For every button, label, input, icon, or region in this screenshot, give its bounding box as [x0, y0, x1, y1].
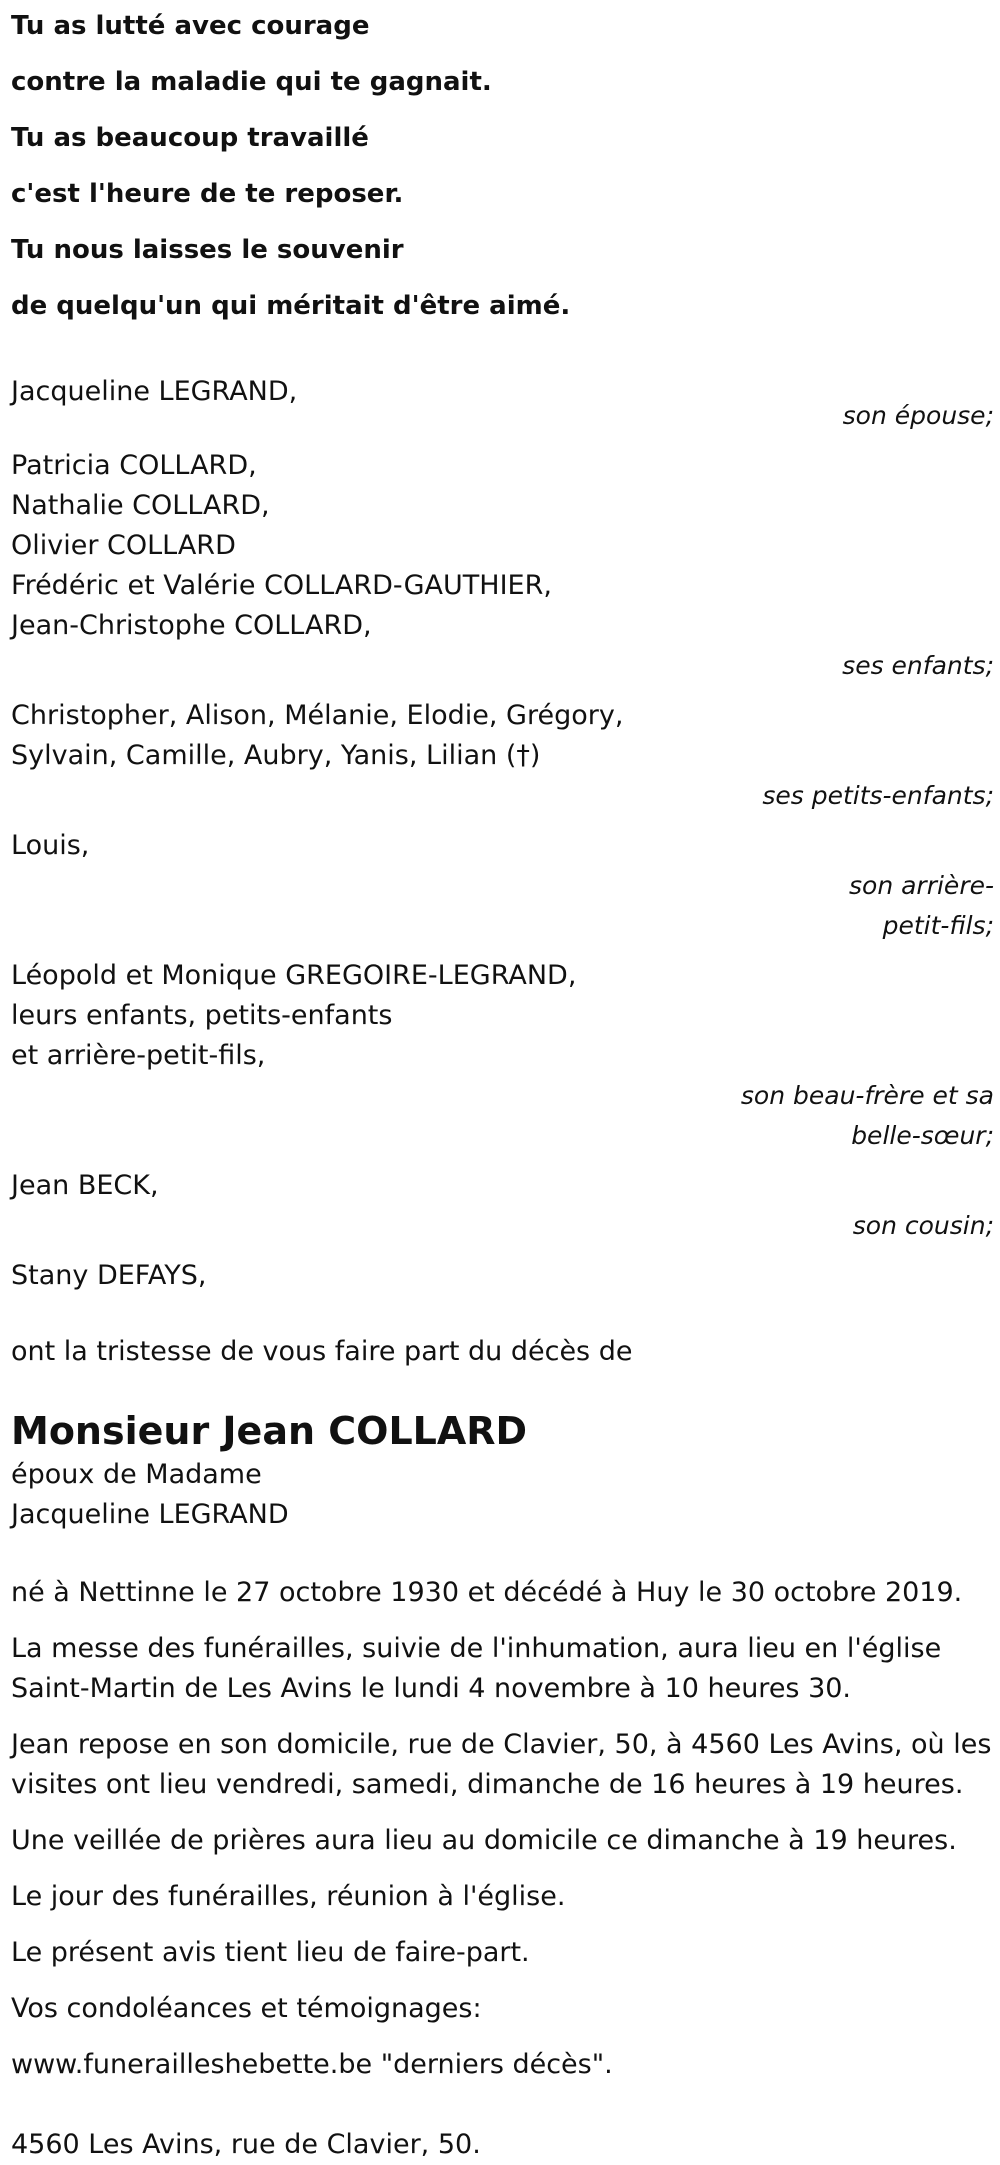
notice-text: Le présent avis tient lieu de faire-part.	[11, 1937, 530, 1968]
relation-label: son beau-frère et sa belle-sœur;	[740, 1081, 994, 1150]
family-name: Sylvain, Camille, Aubry, Yanis, Lilian (†)	[11, 740, 541, 771]
poem-line: Tu as beaucoup travaillé	[11, 123, 369, 153]
poem-line: de quelqu'un qui méritait d'être aimé.	[11, 291, 571, 321]
family-name: Christopher, Alison, Mélanie, Elodie, Grégory,	[11, 700, 624, 731]
family-name: Frédéric et Valérie COLLARD-GAUTHIER,	[11, 570, 552, 601]
poem-line: contre la maladie qui te gagnait.	[11, 67, 492, 97]
obituary-notice	[11, 0, 994, 2165]
website-text: www.funerailleshebette.be "derniers décès".	[11, 2049, 613, 2080]
relation-label: son cousin;	[852, 1211, 994, 1240]
family-name: Olivier COLLARD	[11, 530, 236, 561]
relation-label: ses enfants;	[842, 651, 994, 680]
condolences-label: Vos condoléances et témoignages:	[11, 1993, 482, 2024]
poem	[11, 0, 994, 334]
visitation-text: Jean repose en son domicile, rue de Clavier, 50, à 4560 Les Avins, où les visites ont lieu vendredi, samedi, dimanche de 16 heures à 19 heures.	[11, 1729, 992, 1800]
family-grandchildren	[11, 696, 994, 816]
poem-line: c'est l'heure de te reposer.	[11, 179, 404, 209]
poem-line: Tu as lutté avec courage	[11, 11, 370, 41]
vigil-text: Une veillée de prières aura lieu au domicile ce dimanche à 19 heures.	[11, 1825, 957, 1856]
family-spouse	[11, 372, 994, 436]
family-name: Louis,	[11, 830, 90, 861]
deceased-spouse-line: Jacqueline LEGRAND	[11, 1499, 289, 1530]
family-name: Jean BECK,	[11, 1170, 159, 1201]
funeral-mass-text: La messe des funérailles, suivie de l'inhumation, aura lieu en l'église Saint-Martin de Les Avins le lundi 4 novembre à 10 heures 30.	[11, 1633, 942, 1704]
family-name: Patricia COLLARD,	[11, 450, 257, 481]
family-list	[11, 372, 994, 1296]
announcement-intro: ont la tristesse de vous faire part du décès de	[11, 1336, 633, 1367]
meeting-text: Le jour des funérailles, réunion à l'église.	[11, 1881, 566, 1912]
relation-label: son arrière-petit-fils;	[849, 871, 994, 940]
relation-label: son épouse;	[842, 401, 994, 430]
family-name: Jean-Christophe COLLARD,	[11, 610, 372, 641]
family-friend	[11, 1256, 994, 1296]
family-children	[11, 446, 994, 686]
family-name: leurs enfants, petits-enfants	[11, 1000, 393, 1031]
family-name: Léopold et Monique GREGOIRE-LEGRAND,	[11, 960, 577, 991]
family-name: Stany DEFAYS,	[11, 1260, 207, 1291]
family-name: et arrière-petit-fils,	[11, 1040, 266, 1071]
deceased-block	[11, 1407, 994, 1535]
family-name: Nathalie COLLARD,	[11, 490, 270, 521]
deceased-spouse-line: époux de Madame	[11, 1459, 262, 1490]
birth-death-text: né à Nettinne le 27 octobre 1930 et décédé à Huy le 30 octobre 2019.	[11, 1577, 963, 1608]
family-cousin	[11, 1166, 994, 1246]
poem-line: Tu nous laisses le souvenir	[11, 235, 404, 265]
funeral-details	[11, 1573, 994, 2085]
family-name: Jacqueline LEGRAND,	[11, 376, 298, 407]
family-in-laws	[11, 956, 994, 1156]
family-great-grandchild	[11, 826, 994, 946]
address-text: 4560 Les Avins, rue de Clavier, 50.	[11, 2129, 481, 2160]
deceased-name: Monsieur Jean COLLARD	[11, 1409, 528, 1453]
relation-label: ses petits-enfants;	[762, 781, 994, 810]
